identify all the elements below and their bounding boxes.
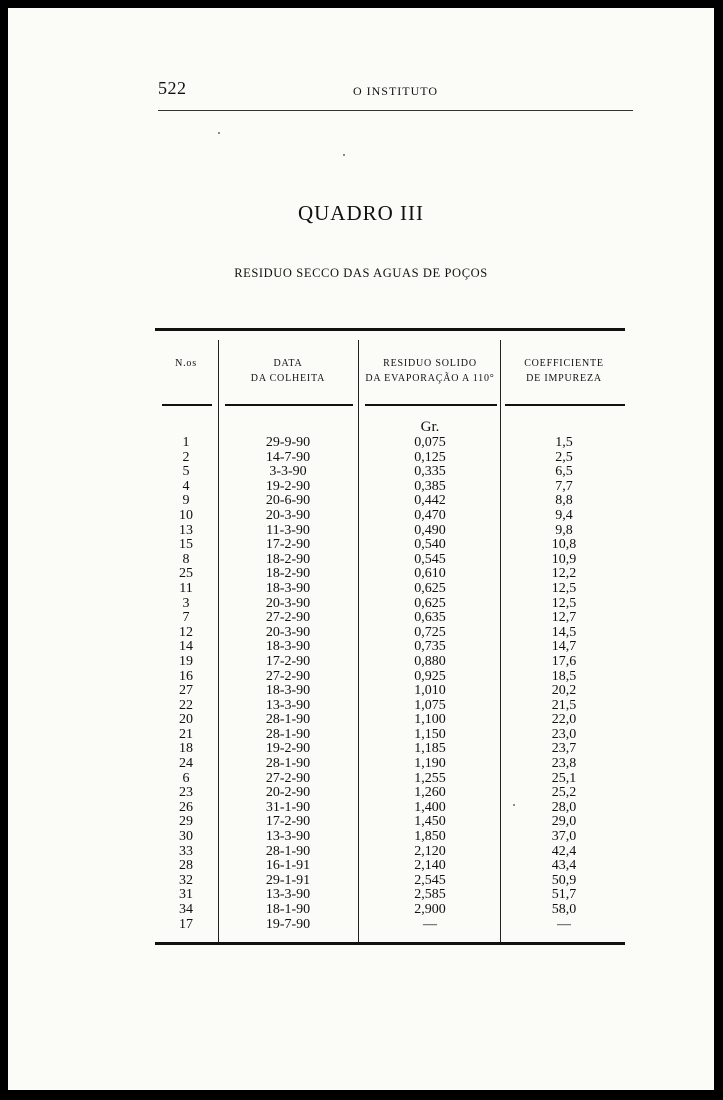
impurity-coefficient-cell: 20,2: [551, 683, 577, 699]
running-head: [158, 78, 633, 118]
solid-residue-cell: 0,725: [414, 624, 446, 640]
impurity-coefficient-cell: 12,5: [551, 580, 577, 596]
solid-residue-cell: 1,100: [414, 712, 446, 728]
journal-title: O INSTITUTO: [352, 84, 439, 98]
header-underline: [505, 404, 625, 406]
table-row: [155, 480, 625, 495]
solid-residue-cell: 0,925: [414, 668, 446, 684]
solid-residue-cell: 0,442: [414, 493, 446, 509]
well-number-cell: 16: [179, 668, 193, 684]
collection-date-cell: 14-7-90: [265, 449, 311, 465]
header-underline: [365, 404, 497, 406]
collection-date-cell: 18-3-90: [265, 639, 311, 655]
table-row: [155, 567, 625, 582]
well-number-cell: 7: [182, 610, 190, 626]
well-number-cell: 4: [182, 478, 190, 494]
column-header-residue-line: RESIDUO SOLIDO: [383, 358, 477, 369]
impurity-coefficient-cell: 9,4: [555, 507, 573, 523]
well-number-cell: 21: [179, 726, 193, 742]
collection-date-cell: 31-1-90: [265, 799, 311, 815]
impurity-coefficient-cell: 6,5: [555, 464, 573, 480]
collection-date-cell: 11-3-90: [266, 522, 310, 538]
table-row: [155, 699, 625, 714]
well-number-cell: 12: [179, 624, 193, 640]
table-row: [155, 713, 625, 728]
table-row: [155, 845, 625, 860]
impurity-coefficient-cell: 42,4: [551, 843, 577, 859]
table-row: [155, 626, 625, 641]
collection-date-cell: 13-3-90: [265, 887, 311, 903]
well-number-cell: 20: [179, 712, 193, 728]
table-row: [155, 815, 625, 830]
header-rule: [158, 110, 633, 111]
collection-date-cell: 18-3-90: [265, 580, 311, 596]
collection-date-cell: 28-1-90: [265, 756, 311, 772]
well-number-cell: 14: [179, 639, 193, 655]
table-title: QUADRO III: [297, 201, 425, 225]
column-header-number: [155, 356, 217, 371]
well-number-cell: 17: [179, 916, 193, 932]
impurity-coefficient-cell: 43,4: [551, 858, 577, 874]
collection-date-cell: 19-2-90: [265, 741, 311, 757]
impurity-coefficient-cell: 17,6: [551, 653, 577, 669]
impurity-coefficient-cell: 28,0: [551, 799, 577, 815]
well-number-cell: 34: [179, 902, 193, 917]
collection-date-cell: 18-2-90: [265, 551, 311, 567]
solid-residue-cell: 1,010: [414, 683, 446, 699]
impurity-coefficient-cell: 8,8: [555, 493, 573, 509]
table-row: [155, 436, 625, 451]
solid-residue-cell: 0,735: [414, 639, 446, 655]
table-row: [155, 451, 625, 466]
unit-label: Gr.: [420, 419, 440, 435]
well-number-cell: 8: [182, 551, 190, 567]
solid-residue-cell: 1,150: [414, 726, 446, 742]
solid-residue-cell: 0,385: [414, 478, 446, 494]
column-header-number-line: N.os: [175, 358, 197, 369]
impurity-coefficient-cell: 12,7: [551, 610, 577, 626]
column-header-coefficient: [503, 356, 625, 386]
collection-date-cell: 13-3-90: [265, 829, 311, 845]
collection-date-cell: 18-3-90: [265, 683, 311, 699]
solid-residue-cell: 2,120: [414, 843, 446, 859]
collection-date-cell: 20-3-90: [265, 595, 311, 611]
collection-date-cell: 16-1-91: [265, 858, 311, 874]
collection-date-cell: 19-2-90: [265, 478, 311, 494]
collection-date-cell: 17-2-90: [265, 814, 311, 830]
well-number-cell: 30: [179, 829, 193, 845]
impurity-coefficient-cell: 2,5: [555, 449, 573, 465]
impurity-coefficient-cell: 25,2: [551, 785, 577, 801]
collection-date-cell: 27-2-90: [265, 770, 311, 786]
well-number-cell: 31: [179, 887, 193, 903]
collection-date-cell: 19-7-90: [265, 916, 311, 932]
header-underline: [162, 404, 212, 406]
solid-residue-cell: 2,585: [414, 887, 446, 903]
document-page: [8, 8, 714, 1090]
collection-date-cell: 17-2-90: [265, 537, 311, 553]
well-number-cell: 23: [179, 785, 193, 801]
collection-date-cell: 28-1-90: [265, 843, 311, 859]
table-row: [155, 903, 625, 918]
table-bottom-rule: [155, 942, 625, 945]
solid-residue-cell: 2,900: [414, 902, 446, 917]
solid-residue-cell: 1,450: [414, 814, 446, 830]
well-number-cell: 9: [182, 493, 190, 509]
table-row: [155, 494, 625, 509]
table-row: [155, 553, 625, 568]
table-row: [155, 830, 625, 845]
solid-residue-cell: 1,075: [414, 697, 446, 713]
solid-residue-cell: —: [423, 916, 437, 932]
well-number-cell: 3: [182, 595, 190, 611]
table-row: [155, 874, 625, 889]
solid-residue-cell: 0,625: [414, 595, 446, 611]
collection-date-cell: 18-1-90: [265, 902, 311, 917]
solid-residue-cell: 0,635: [414, 610, 446, 626]
solid-residue-cell: 0,545: [414, 551, 446, 567]
impurity-coefficient-cell: 14,7: [551, 639, 577, 655]
page-number: 522: [158, 78, 187, 98]
solid-residue-cell: 2,545: [414, 872, 446, 888]
impurity-coefficient-cell: 1,5: [555, 435, 573, 450]
impurity-coefficient-cell: 7,7: [555, 478, 573, 494]
collection-date-cell: 13-3-90: [265, 697, 311, 713]
collection-date-cell: 20-2-90: [265, 785, 311, 801]
well-number-cell: 1: [182, 435, 190, 450]
solid-residue-cell: 1,850: [414, 829, 446, 845]
well-number-cell: 18: [179, 741, 193, 757]
impurity-coefficient-cell: 9,8: [555, 522, 573, 538]
collection-date-cell: 17-2-90: [265, 653, 311, 669]
impurity-coefficient-cell: 10,9: [551, 551, 577, 567]
impurity-coefficient-cell: 37,0: [551, 829, 577, 845]
well-number-cell: 13: [179, 522, 193, 538]
impurity-coefficient-cell: 10,8: [551, 537, 577, 553]
table-row: [155, 918, 625, 933]
well-number-cell: 22: [179, 697, 193, 713]
impurity-coefficient-cell: 12,2: [551, 566, 577, 582]
table-row: [155, 582, 625, 597]
collection-date-cell: 3-3-90: [269, 464, 307, 480]
column-header-date-line: DATA: [273, 358, 303, 369]
table-body: [155, 436, 625, 932]
table-subtitle: RESIDUO SECCO DAS AGUAS DE POÇOS: [234, 266, 488, 280]
table-top-rule: [155, 328, 625, 331]
well-number-cell: 24: [179, 756, 193, 772]
impurity-coefficient-cell: 23,8: [551, 756, 577, 772]
data-table: [155, 328, 625, 948]
well-number-cell: 15: [179, 537, 193, 553]
well-number-cell: 11: [179, 580, 193, 596]
solid-residue-cell: 0,075: [414, 435, 446, 450]
impurity-coefficient-cell: 22,0: [551, 712, 577, 728]
impurity-coefficient-cell: 18,5: [551, 668, 577, 684]
table-row: [155, 509, 625, 524]
table-row: [155, 859, 625, 874]
solid-residue-cell: 1,400: [414, 799, 446, 815]
impurity-coefficient-cell: —: [557, 916, 571, 932]
well-number-cell: 5: [182, 464, 190, 480]
impurity-coefficient-cell: 29,0: [551, 814, 577, 830]
solid-residue-cell: 1,260: [414, 785, 446, 801]
solid-residue-cell: 0,610: [414, 566, 446, 582]
solid-residue-cell: 1,255: [414, 770, 446, 786]
table-row: [155, 611, 625, 626]
impurity-coefficient-cell: 23,0: [551, 726, 577, 742]
well-number-cell: 32: [179, 872, 193, 888]
solid-residue-cell: 0,490: [414, 522, 446, 538]
well-number-cell: 10: [179, 507, 193, 523]
well-number-cell: 26: [179, 799, 193, 815]
solid-residue-cell: 0,880: [414, 653, 446, 669]
collection-date-cell: 29-9-90: [265, 435, 311, 450]
table-row: [155, 597, 625, 612]
well-number-cell: 6: [182, 770, 190, 786]
table-row: [155, 888, 625, 903]
print-speck: [343, 154, 345, 156]
table-row: [155, 728, 625, 743]
table-row: [155, 786, 625, 801]
column-header-date: [221, 356, 355, 386]
table-row: [155, 524, 625, 539]
solid-residue-cell: 0,125: [414, 449, 446, 465]
impurity-coefficient-cell: 21,5: [551, 697, 577, 713]
collection-date-cell: 29-1-91: [265, 872, 311, 888]
impurity-coefficient-cell: 14,5: [551, 624, 577, 640]
well-number-cell: 25: [179, 566, 193, 582]
solid-residue-cell: 0,470: [414, 507, 446, 523]
solid-residue-cell: 0,625: [414, 580, 446, 596]
table-row: [155, 465, 625, 480]
collection-date-cell: 20-6-90: [265, 493, 311, 509]
column-header-residue-line: DA EVAPORAÇÃO A 110°: [365, 373, 495, 384]
well-number-cell: 19: [179, 653, 193, 669]
well-number-cell: 33: [179, 843, 193, 859]
collection-date-cell: 18-2-90: [265, 566, 311, 582]
solid-residue-cell: 0,335: [414, 464, 446, 480]
table-row: [155, 801, 625, 816]
print-speck: [218, 132, 220, 134]
solid-residue-cell: 2,140: [414, 858, 446, 874]
collection-date-cell: 27-2-90: [265, 668, 311, 684]
table-row: [155, 742, 625, 757]
collection-date-cell: 27-2-90: [265, 610, 311, 626]
table-row: [155, 640, 625, 655]
well-number-cell: 27: [179, 683, 193, 699]
table-row: [155, 772, 625, 787]
table-row: [155, 757, 625, 772]
solid-residue-cell: 1,185: [414, 741, 446, 757]
column-header-residue: [361, 356, 499, 386]
column-header-date-line: DA COLHEITA: [250, 373, 326, 384]
well-number-cell: 2: [182, 449, 190, 465]
solid-residue-cell: 1,190: [414, 756, 446, 772]
column-header-coefficient-line: DE IMPUREZA: [526, 373, 602, 384]
table-row: [155, 538, 625, 553]
impurity-coefficient-cell: 23,7: [551, 741, 577, 757]
impurity-coefficient-cell: 12,5: [551, 595, 577, 611]
well-number-cell: 29: [179, 814, 193, 830]
table-row: [155, 655, 625, 670]
collection-date-cell: 28-1-90: [265, 712, 311, 728]
impurity-coefficient-cell: 51,7: [551, 887, 577, 903]
collection-date-cell: 28-1-90: [265, 726, 311, 742]
impurity-coefficient-cell: 50,9: [551, 872, 577, 888]
solid-residue-cell: 0,540: [414, 537, 446, 553]
collection-date-cell: 20-3-90: [265, 507, 311, 523]
well-number-cell: 28: [179, 858, 193, 874]
table-row: [155, 670, 625, 685]
column-header-coefficient-line: COEFFICIENTE: [524, 358, 604, 369]
impurity-coefficient-cell: 58,0: [551, 902, 577, 917]
impurity-coefficient-cell: 25,1: [551, 770, 577, 786]
header-underline: [225, 404, 353, 406]
table-row: [155, 684, 625, 699]
collection-date-cell: 20-3-90: [265, 624, 311, 640]
